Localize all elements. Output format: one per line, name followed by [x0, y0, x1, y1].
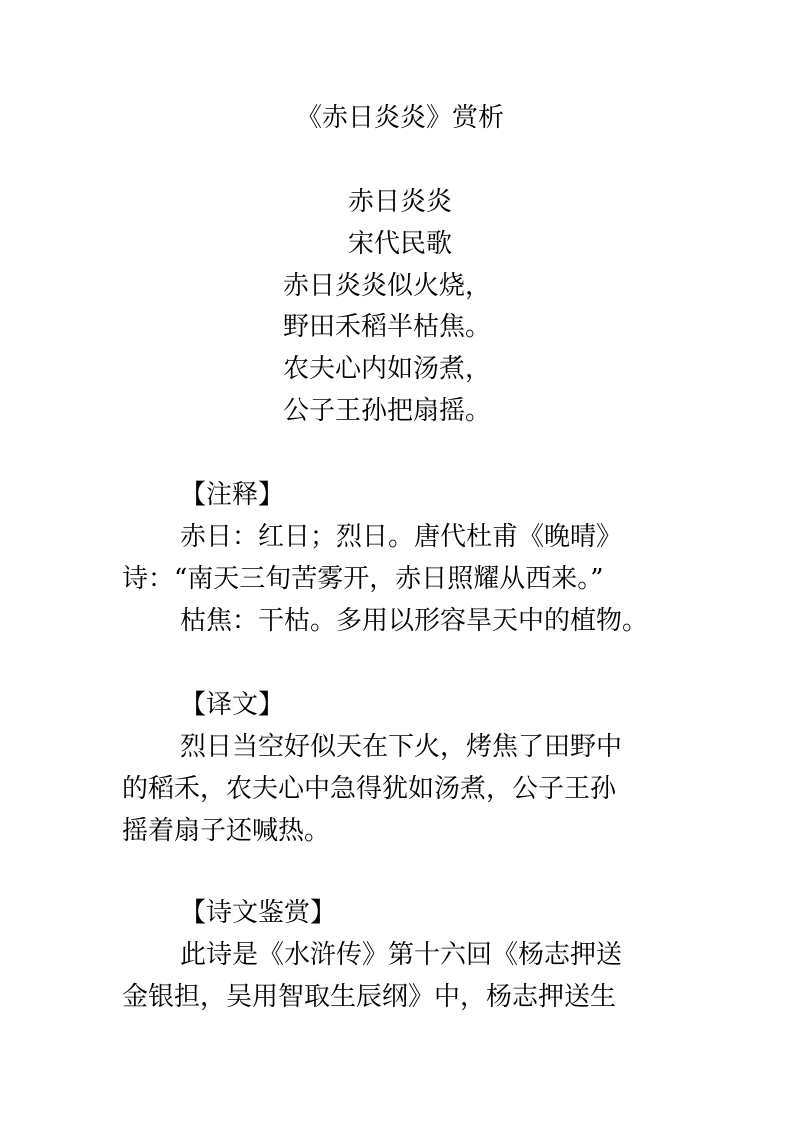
translation-line: 烈日当空好似天在下火，烤焦了田野中 [180, 732, 623, 762]
document-title: 《赤日炎炎》赏析 [295, 103, 504, 133]
notes-line: 枯焦：干枯。多用以形容旱天中的植物。 [180, 606, 649, 636]
notes-heading: 【注释】 [180, 480, 285, 510]
poem-line: 公子王孙把扇摇。 [283, 396, 492, 426]
notes-line: 赤日：红日；烈日。唐代杜甫《晚晴》 [180, 522, 623, 552]
appreciation-line: 此诗是《水浒传》第十六回《杨志押送 [180, 940, 623, 970]
poem-line: 农夫心内如汤煮， [283, 354, 492, 384]
poem-author: 宋代民歌 [347, 229, 452, 259]
poem-title: 赤日炎炎 [347, 187, 452, 217]
notes-line: 诗：“南天三旬苦雾开，赤日照耀从西来。” [122, 564, 604, 594]
poem-line: 野田禾稻半枯焦。 [283, 312, 492, 342]
appreciation-heading: 【诗文鉴赏】 [180, 898, 337, 928]
appreciation-line: 金银担，吴用智取生辰纲》中，杨志押送生 [122, 982, 617, 1012]
translation-line: 的稻禾，农夫心中急得犹如汤煮，公子王孙 [122, 774, 617, 804]
translation-heading: 【译文】 [180, 690, 285, 720]
poem-line: 赤日炎炎似火烧， [283, 271, 492, 301]
translation-line: 摇着扇子还喊热。 [122, 816, 331, 846]
